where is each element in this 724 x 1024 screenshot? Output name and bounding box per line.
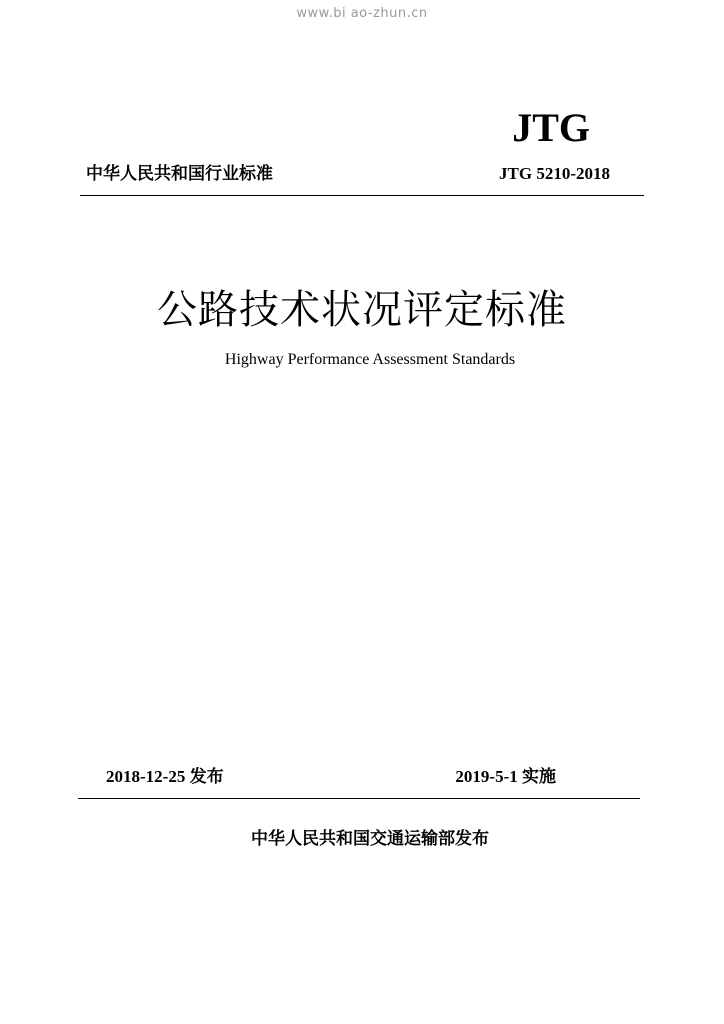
standard-code: JTG 5210-2018	[499, 164, 610, 183]
jtg-logo: JTG	[512, 105, 590, 150]
document-title: 公路技术状况评定标准	[157, 287, 567, 333]
header-divider	[80, 195, 644, 196]
implementation-date	[455, 766, 556, 788]
issue-date-value: 2018-12-25	[106, 767, 186, 786]
footer-divider	[78, 798, 640, 799]
standard-header	[86, 163, 610, 187]
publisher: 中华人民共和国交通运输部发布	[251, 829, 489, 849]
document-subtitle: Highway Performance Assessment Standards	[224, 351, 516, 368]
watermark-url: www.bi ao-zhun.cn	[296, 6, 428, 21]
dates-row	[106, 766, 556, 790]
issue-date	[106, 766, 224, 788]
issue-date-label: 发布	[189, 767, 224, 787]
implementation-date-value: 2019-5-1	[455, 767, 518, 786]
implementation-date-label: 实施	[522, 767, 556, 787]
standard-category: 中华人民共和国行业标准	[86, 164, 273, 184]
